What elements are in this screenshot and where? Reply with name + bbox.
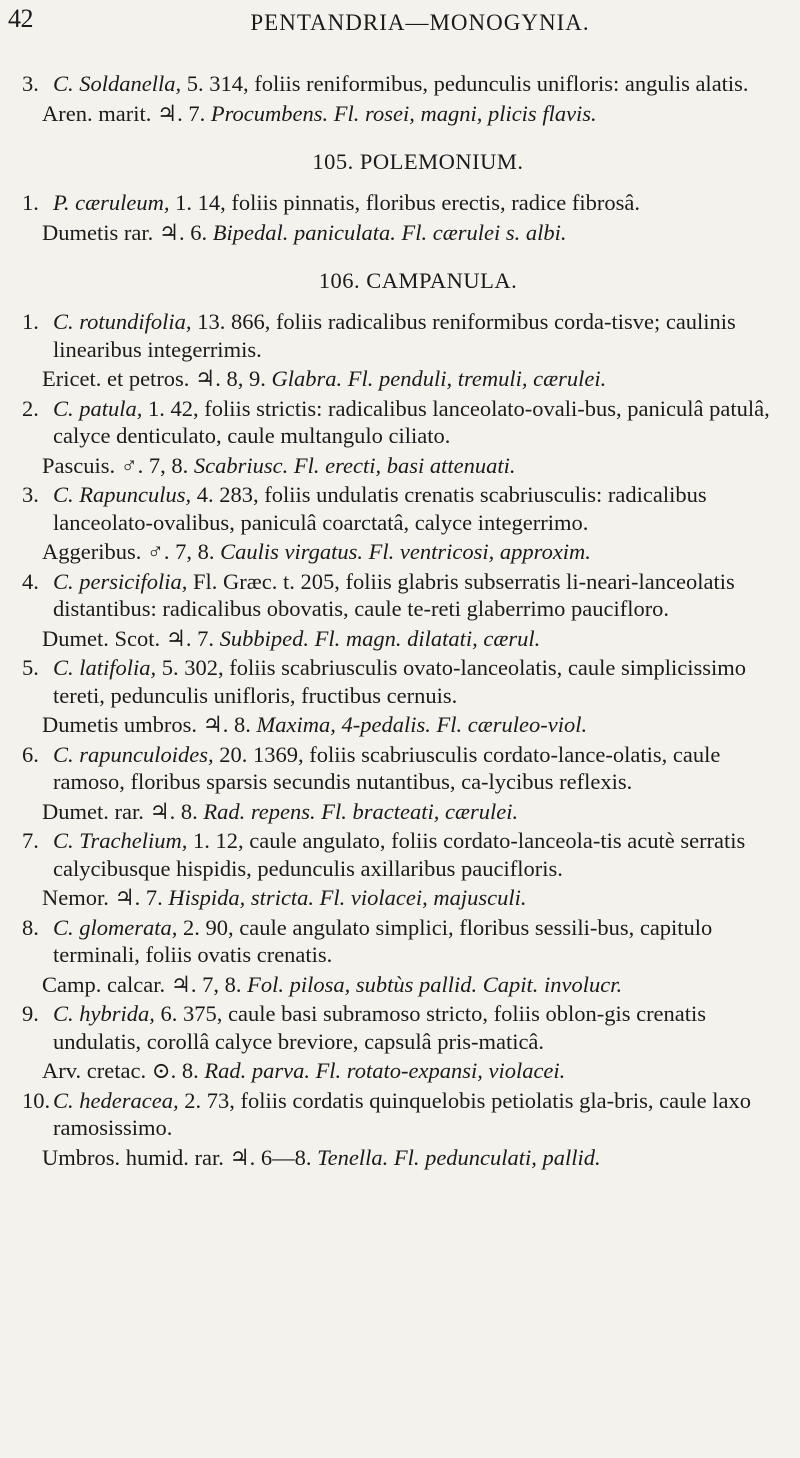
species-number: 7. xyxy=(22,828,39,853)
species-entry xyxy=(22,914,784,969)
genus-heading: 105. POLEMONIUM. xyxy=(312,149,524,174)
habitat-line xyxy=(22,538,784,566)
species-name: C. Trachelium, xyxy=(53,828,188,853)
species-number: 4. xyxy=(22,568,39,594)
species-entry xyxy=(22,827,784,882)
species-description: 5. 302, foliis scabriusculis ovato-lanceolatis, caule simplicissimo tereti, pedunculis unifloris, fructibus cernuis. xyxy=(53,655,747,708)
species-number: 9. xyxy=(22,1001,39,1026)
habitat-line xyxy=(22,100,784,128)
habitat-note: Glabra. Fl. penduli, tremuli, cærulei. xyxy=(271,366,607,391)
page-number: 42 xyxy=(8,4,33,33)
species-name: C. hybrida, xyxy=(53,1001,155,1026)
habitat-line xyxy=(22,365,784,393)
habitat-line xyxy=(22,1144,784,1172)
species-entry xyxy=(22,1087,784,1142)
habitat-note: Tenella. Fl. pedunculati, pallid. xyxy=(317,1144,601,1170)
species-number: 3. xyxy=(22,71,39,96)
species-number: 5. xyxy=(22,655,39,680)
species-name: C. hederacea, xyxy=(53,1087,179,1113)
habitat-line xyxy=(22,798,784,826)
habitat-line xyxy=(22,884,784,912)
habitat-place: Arv. cretac. ⊙. 8. xyxy=(42,1058,205,1083)
species-entry xyxy=(22,308,784,363)
species-number: 8. xyxy=(22,914,39,940)
species-number: 1. xyxy=(22,190,39,215)
habitat-note: Fol. pilosa, subtùs pallid. Capit. involucr. xyxy=(247,971,623,997)
habitat-line xyxy=(22,219,784,247)
habitat-note: Hispida, stricta. Fl. violacei, majusculi. xyxy=(168,885,527,910)
species-description: Fl. Græc. t. 205, foliis glabris subserratis li-neari-lanceolatis distantibus: radicalibus obovatis, caule te-reti glaberrimo paucifloro. xyxy=(53,568,735,621)
genus-heading: 106. CAMPANULA. xyxy=(318,268,518,293)
species-description: 6. 375, caule basi subramoso stricto, foliis oblon-gis crenatis undulatis, corollâ calyce breviore, capsulâ pris-maticâ. xyxy=(53,1001,707,1054)
species-entry xyxy=(22,189,784,217)
species-name: C. Soldanella, xyxy=(53,71,182,96)
species-name: C. rotundifolia, xyxy=(53,309,192,334)
habitat-note: Rad. parva. Fl. rotato-expansi, violacei. xyxy=(204,1058,566,1083)
species-description: 2. 73, foliis cordatis quinquelobis petiolatis gla-bris, caule laxo ramosissimo. xyxy=(53,1087,751,1140)
habitat-note: Maxima, 4-pedalis. Fl. cæruleo-viol. xyxy=(256,712,588,737)
habitat-line xyxy=(22,971,784,999)
habitat-note: Caulis virgatus. Fl. ventricosi, approxim. xyxy=(220,539,591,564)
species-description: 4. 283, foliis undulatis crenatis scabriusculis: radicalibus lanceolato-ovalibus, paniculâ coarctatâ, calyce integerrimo. xyxy=(53,482,707,535)
species-entry xyxy=(22,741,784,796)
species-description: 2. 90, caule angulato simplici, floribus sessili-bus, capitulo terminali, foliis ovatis crenatis. xyxy=(53,914,713,967)
species-name: P. cæruleum, xyxy=(53,190,170,215)
habitat-place: Aren. marit. ♃. 7. xyxy=(42,100,211,126)
species-name: C. persicifolia, xyxy=(53,568,188,594)
species-name: C. latifolia, xyxy=(53,655,157,680)
species-number: 3. xyxy=(22,482,39,507)
species-name: C. patula, xyxy=(53,395,143,421)
habitat-note: Procumbens. Fl. rosei, magni, plicis flavis. xyxy=(210,100,597,126)
species-entry xyxy=(22,395,784,450)
habitat-place: Ericet. et petros. ♃. 8, 9. xyxy=(42,366,272,391)
habitat-place: Aggeribus. ♂. 7, 8. xyxy=(42,539,221,564)
habitat-place: Nemor. ♃. 7. xyxy=(42,885,169,910)
habitat-line xyxy=(22,1057,784,1085)
species-number: 10. xyxy=(22,1087,51,1113)
habitat-note: Scabriusc. Fl. erecti, basi attenuati. xyxy=(193,452,516,478)
habitat-note: Subbiped. Fl. magn. dilatati, cærul. xyxy=(219,625,541,651)
habitat-place: Camp. calcar. ♃. 7, 8. xyxy=(42,971,248,997)
species-entry xyxy=(22,568,784,623)
habitat-line xyxy=(22,452,784,480)
species-description: 1. 42, foliis strictis: radicalibus lanceolato-ovali-bus, paniculâ patulâ, calyce denticulato, caule multangulo ciliato. xyxy=(53,395,770,448)
species-description: 1. 14, foliis pinnatis, floribus erectis, radice fibrosâ. xyxy=(169,190,640,215)
habitat-note: Bipedal. paniculata. Fl. cærulei s. albi. xyxy=(212,219,567,245)
species-number: 1. xyxy=(22,309,39,334)
species-entry xyxy=(22,481,784,536)
species-name: C. glomerata, xyxy=(53,914,178,940)
species-name: C. Rapunculus, xyxy=(53,482,192,507)
running-head: PENTANDRIA—MONOGYNIA. xyxy=(250,10,590,35)
habitat-line xyxy=(22,711,784,739)
species-description: 1. 12, caule angulato, foliis cordato-lanceola-tis acutè serratis calycibusque hispidis, pedunculis axillaribus paucifloris. xyxy=(53,828,746,881)
species-number: 6. xyxy=(22,741,39,767)
species-entry xyxy=(22,1000,784,1055)
species-entry xyxy=(22,70,784,98)
habitat-place: Dumet. Scot. ♃. 7. xyxy=(42,625,220,651)
species-description: 5. 314, foliis reniformibus, pedunculis unifloris: angulis alatis. xyxy=(181,71,749,96)
species-name: C. rapunculoides, xyxy=(53,741,214,767)
habitat-line xyxy=(22,625,784,653)
habitat-note: Rad. repens. Fl. bracteati, cærulei. xyxy=(203,798,519,824)
habitat-place: Umbros. humid. rar. ♃. 6—8. xyxy=(42,1144,318,1170)
species-entry xyxy=(22,654,784,709)
page-body xyxy=(22,70,784,1173)
habitat-place: Dumetis rar. ♃. 6. xyxy=(42,219,213,245)
species-number: 2. xyxy=(22,395,39,421)
species-description: 20. 1369, foliis scabriusculis cordato-lance-olatis, caule ramoso, floribus sparsis secundis nutantibus, ca-lycibus reflexis. xyxy=(53,741,721,794)
habitat-place: Dumetis umbros. ♃. 8. xyxy=(42,712,257,737)
habitat-place: Pascuis. ♂. 7, 8. xyxy=(42,452,194,478)
habitat-place: Dumet. rar. ♃. 8. xyxy=(42,798,204,824)
species-description: 13. 866, foliis radicalibus reniformibus corda-tisve; caulinis linearibus integerrimis. xyxy=(53,309,736,362)
